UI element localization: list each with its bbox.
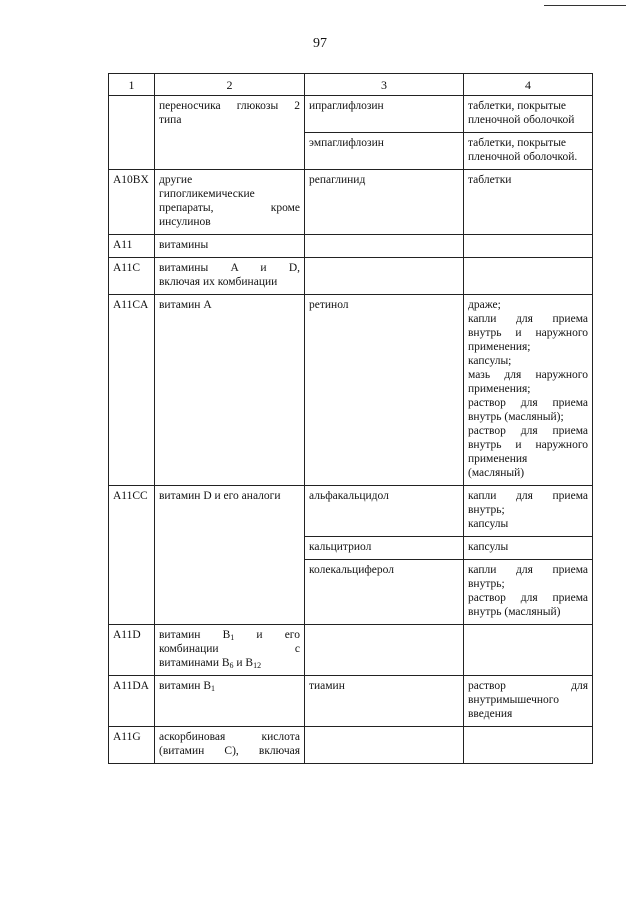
group-line: витамин А bbox=[159, 299, 212, 311]
forms-line: раствор для приема bbox=[468, 425, 588, 437]
group-line: гипогликемические bbox=[159, 188, 255, 200]
header-cell-4: 4 bbox=[464, 74, 593, 96]
forms-cell bbox=[464, 96, 593, 133]
group-line: витамины A и D, bbox=[159, 262, 300, 274]
forms-line: таблетки bbox=[468, 174, 512, 186]
table-row bbox=[109, 170, 593, 235]
drug-cell: альфакальцидол bbox=[305, 486, 464, 537]
table-row bbox=[109, 486, 593, 537]
forms-cell bbox=[464, 258, 593, 295]
group-line: другие bbox=[159, 174, 193, 186]
drug-cell: эмпаглифлозин bbox=[305, 133, 464, 170]
forms-line: внутрь (масляный) bbox=[468, 606, 561, 618]
forms-line: капсулы; bbox=[468, 355, 512, 367]
code-cell: A11CA bbox=[109, 295, 155, 486]
forms-line: внутрь (масляный); bbox=[468, 411, 564, 423]
forms-cell bbox=[464, 170, 593, 235]
group-line: (витамин C), включая bbox=[159, 745, 300, 757]
table-row bbox=[109, 727, 593, 764]
code-cell: A11G bbox=[109, 727, 155, 764]
group-line: инсулинов bbox=[159, 216, 211, 228]
drug-table bbox=[108, 73, 593, 764]
drug-cell: ипраглифлозин bbox=[305, 96, 464, 133]
code-cell: A11 bbox=[109, 235, 155, 258]
header-cell-2: 2 bbox=[155, 74, 305, 96]
code-cell: A10BX bbox=[109, 170, 155, 235]
group-line: витамин $B_1$ и его bbox=[159, 629, 300, 642]
forms-line: применения; bbox=[468, 383, 531, 395]
drug-cell: колекальциферол bbox=[305, 560, 464, 625]
forms-line: раствор для приема bbox=[468, 397, 588, 409]
drug-cell: кальцитриол bbox=[305, 537, 464, 560]
group-line: препараты, кроме bbox=[159, 202, 300, 214]
forms-line: введения bbox=[468, 708, 513, 720]
forms-line: раствор для bbox=[468, 680, 588, 692]
forms-cell bbox=[464, 133, 593, 170]
table-header-row bbox=[109, 74, 593, 96]
forms-line: капли для приема bbox=[468, 490, 588, 502]
group-cell bbox=[155, 295, 305, 486]
forms-line: пленочной оболочкой. bbox=[468, 151, 578, 163]
code-cell: A11CC bbox=[109, 486, 155, 625]
group-line: включая их комбинации bbox=[159, 276, 278, 288]
forms-line: капли для приема bbox=[468, 313, 588, 325]
forms-cell bbox=[464, 676, 593, 727]
code-cell bbox=[109, 96, 155, 170]
group-line: витамин D и его аналоги bbox=[159, 490, 281, 502]
group-line: переносчика глюкозы 2 bbox=[159, 100, 300, 112]
header-cell-1: 1 bbox=[109, 74, 155, 96]
forms-line: капсулы bbox=[468, 518, 509, 530]
forms-line: таблетки, покрытые bbox=[468, 137, 567, 149]
forms-cell bbox=[464, 625, 593, 676]
drug-cell bbox=[305, 727, 464, 764]
forms-cell bbox=[464, 727, 593, 764]
forms-line: (масляный) bbox=[468, 467, 525, 479]
table-row bbox=[109, 96, 593, 133]
code-cell: A11DA bbox=[109, 676, 155, 727]
group-line: аскорбиновая кислота bbox=[159, 731, 300, 743]
drug-cell bbox=[305, 235, 464, 258]
drug-cell bbox=[305, 258, 464, 295]
forms-line: раствор для приема bbox=[468, 592, 588, 604]
forms-cell bbox=[464, 295, 593, 486]
drug-cell: ретинол bbox=[305, 295, 464, 486]
forms-line: применения bbox=[468, 453, 528, 465]
drug-cell: тиамин bbox=[305, 676, 464, 727]
table-row bbox=[109, 676, 593, 727]
forms-line: применения; bbox=[468, 341, 531, 353]
group-cell bbox=[155, 235, 305, 258]
forms-line: мазь для наружного bbox=[468, 369, 588, 381]
forms-line: внутримышечного bbox=[468, 694, 559, 706]
table-row bbox=[109, 295, 593, 486]
group-line: витаминами $B_6$ и $B_{12}$ bbox=[159, 657, 262, 670]
drug-cell: репаглинид bbox=[305, 170, 464, 235]
forms-line: внутрь; bbox=[468, 504, 505, 516]
group-cell bbox=[155, 676, 305, 727]
group-cell bbox=[155, 258, 305, 295]
forms-line: капли для приема bbox=[468, 564, 588, 576]
group-line: витамин $B_1$ bbox=[159, 680, 215, 693]
forms-cell bbox=[464, 486, 593, 537]
table-row bbox=[109, 235, 593, 258]
table-row bbox=[109, 625, 593, 676]
forms-line: внутрь и наружного bbox=[468, 327, 588, 339]
forms-cell bbox=[464, 560, 593, 625]
group-line: типа bbox=[159, 114, 182, 126]
table-row bbox=[109, 258, 593, 295]
forms-line: внутрь и наружного bbox=[468, 439, 588, 451]
forms-line: драже; bbox=[468, 299, 501, 311]
forms-cell bbox=[464, 235, 593, 258]
header-cell-3: 3 bbox=[305, 74, 464, 96]
page-number: 97 bbox=[313, 36, 327, 51]
forms-line: пленочной оболочкой bbox=[468, 114, 575, 126]
group-cell bbox=[155, 625, 305, 676]
forms-line: капсулы bbox=[468, 541, 509, 553]
forms-line: внутрь; bbox=[468, 578, 505, 590]
forms-line: таблетки, покрытые bbox=[468, 100, 567, 112]
group-line: комбинации с bbox=[159, 643, 300, 655]
code-cell: A11C bbox=[109, 258, 155, 295]
group-cell bbox=[155, 486, 305, 625]
drug-cell bbox=[305, 625, 464, 676]
group-cell bbox=[155, 96, 305, 170]
forms-cell bbox=[464, 537, 593, 560]
group-cell bbox=[155, 170, 305, 235]
group-line: витамины bbox=[159, 239, 209, 251]
code-cell: A11D bbox=[109, 625, 155, 676]
group-cell bbox=[155, 727, 305, 764]
top-rule bbox=[544, 5, 626, 6]
